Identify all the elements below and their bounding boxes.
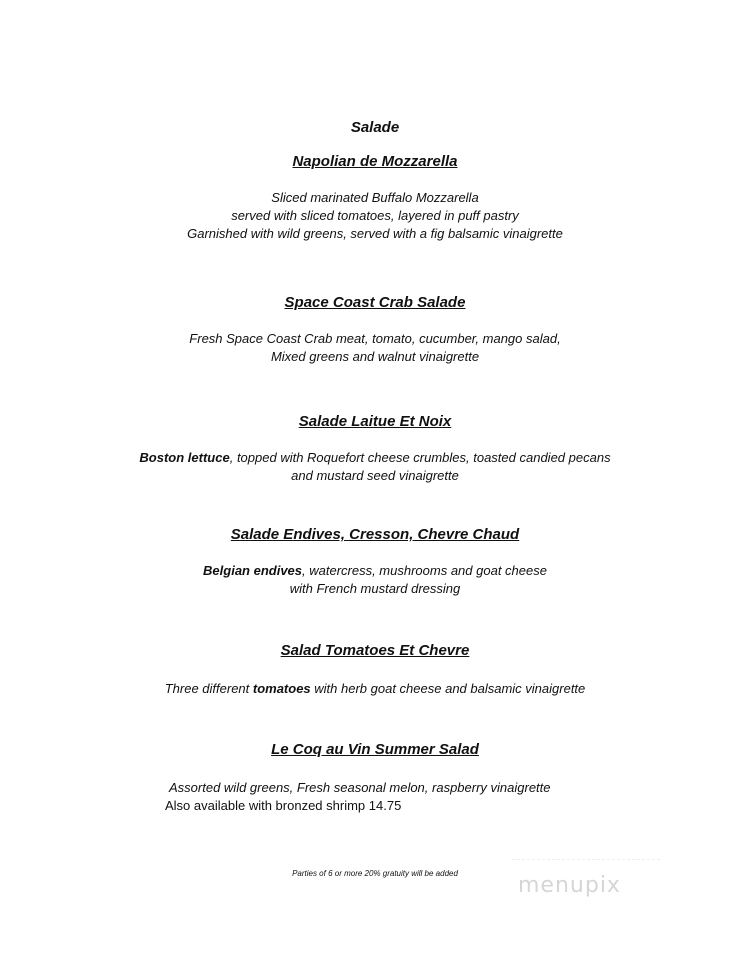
menu-item-napolian-de-mozzarella: [0, 152, 750, 243]
description-text: with herb goat cheese and balsamic vinaigrette: [310, 681, 586, 696]
description-line: Garnished with wild greens, served with a fig balsamic vinaigrette: [187, 226, 563, 241]
description-line: [0, 680, 750, 698]
description-text: Three different: [164, 681, 253, 696]
description-line: Fresh Space Coast Crab meat, tomato, cucumber, mango salad,: [189, 331, 561, 346]
description-line: with French mustard dressing: [289, 581, 461, 596]
menu-item-space-coast-crab-salade: [0, 293, 750, 366]
section-title: Salade: [350, 119, 400, 136]
dish-description: [0, 562, 750, 598]
description-line: Assorted wild greens, Fresh seasonal melon, raspberry vinaigrette: [169, 780, 551, 795]
description-line: Also available with bronzed shrimp 14.75: [165, 798, 402, 813]
dish-description: [0, 779, 750, 815]
dish-description: [0, 189, 750, 243]
dish-title: Salade Laitue Et Noix: [298, 413, 452, 430]
menu-item-salade-laitue-et-noix: [0, 412, 750, 485]
description-line: [0, 449, 750, 467]
menu-item-salad-tomatoes-et-chevre: [0, 641, 750, 698]
highlight-ingredient: Belgian endives: [203, 563, 303, 578]
description-line: and mustard seed vinaigrette: [291, 468, 459, 483]
description-line: served with sliced tomatoes, layered in puff pastry: [231, 208, 519, 223]
description-text: , watercress, mushrooms and goat cheese: [302, 563, 547, 578]
highlight-ingredient: Boston lettuce: [139, 450, 230, 465]
gratuity-note: Parties of 6 or more 20% gratuity will be added: [292, 869, 458, 878]
description-line: Mixed greens and walnut vinaigrette: [270, 349, 480, 364]
dish-title: Space Coast Crab Salade: [284, 294, 466, 311]
dish-description: [0, 680, 750, 698]
dish-description: [0, 449, 750, 485]
menu-item-le-coq-au-vin-summer-salad: [0, 740, 750, 815]
description-text: , topped with Roquefort cheese crumbles, toasted candied pecans: [229, 450, 611, 465]
watermark-rule: [512, 859, 662, 860]
watermark-logo: [512, 859, 662, 907]
menu-item-salade-endives: [0, 525, 750, 598]
dish-title: Napolian de Mozzarella: [292, 153, 458, 170]
dish-title: Le Coq au Vin Summer Salad: [271, 741, 479, 758]
description-line: [0, 562, 750, 580]
dish-description: [0, 330, 750, 366]
highlight-ingredient: tomatoes: [252, 681, 311, 696]
dish-title: Salade Endives, Cresson, Chevre Chaud: [230, 526, 520, 543]
watermark-text: menupix: [518, 873, 621, 898]
description-line: Sliced marinated Buffalo Mozzarella: [271, 190, 479, 205]
dish-title: Salad Tomatoes Et Chevre: [280, 642, 470, 659]
